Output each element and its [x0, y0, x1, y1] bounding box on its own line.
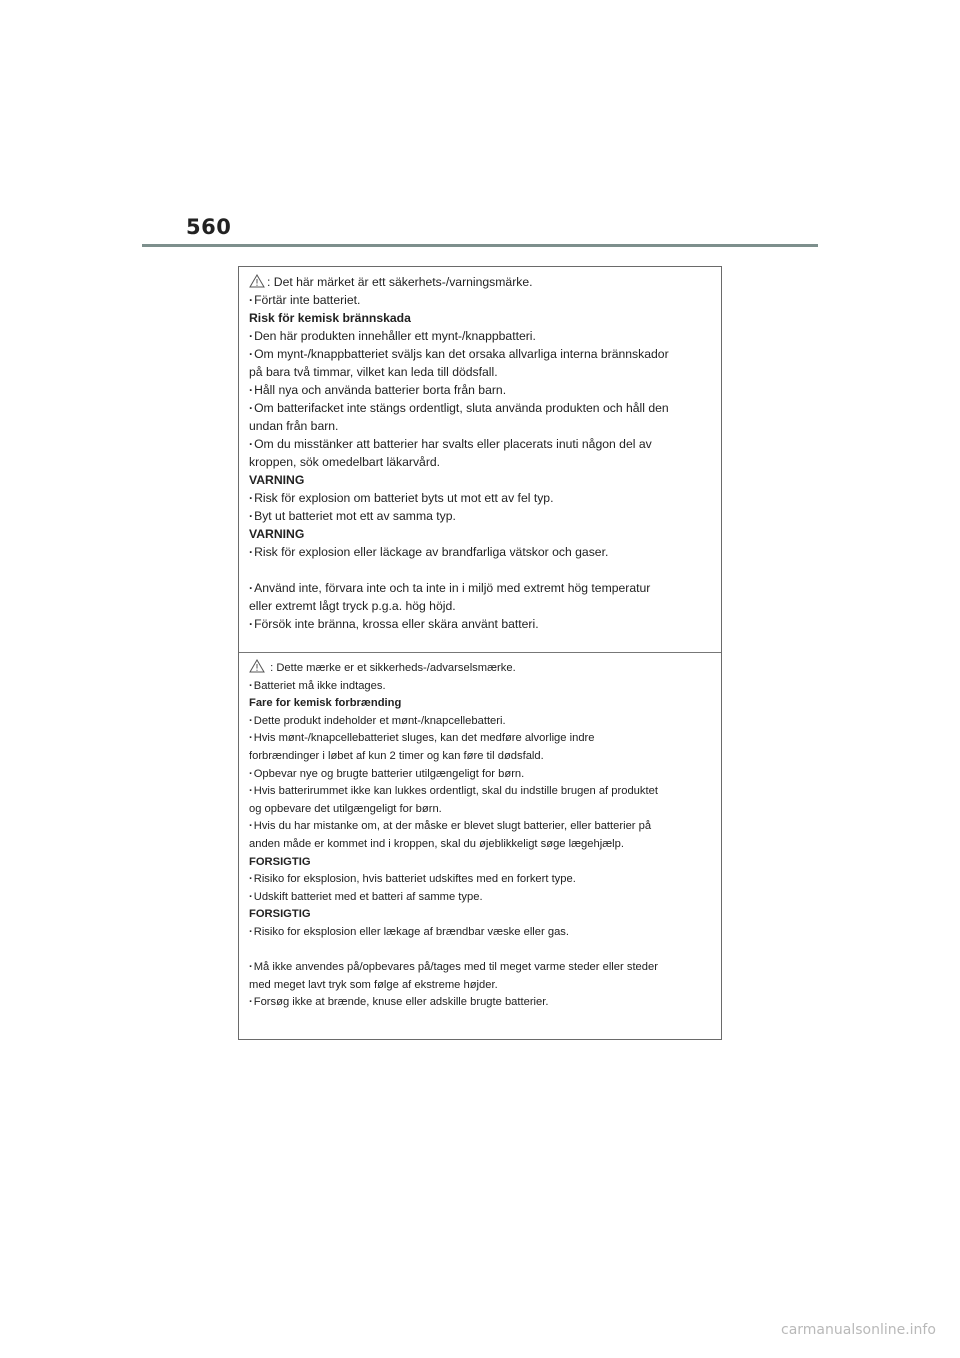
line-text: med meget lavt tryk som følge af ekstreme højder. — [249, 978, 498, 991]
line-text: på bara två timmar, vilket kan leda till dödsfall. — [249, 365, 498, 379]
line-text: Fare for kemisk forbrænding — [249, 697, 402, 710]
text-line — [249, 381, 711, 399]
line-text: · Håll nya och använda batterier borta från barn. — [249, 383, 506, 397]
text-line — [249, 994, 711, 1012]
line-text: anden måde er kommet ind i kroppen, skal du øjeblikkeligt søge lægehjælp. — [249, 837, 624, 850]
text-line — [249, 889, 711, 907]
text-line — [249, 977, 711, 995]
header-rule — [142, 244, 818, 247]
text-line — [249, 924, 711, 942]
text-line — [249, 579, 711, 597]
text-line — [249, 327, 711, 345]
line-text: : Det här märket är ett säkerhets-/varningsmärke. — [267, 275, 533, 289]
warning-heading — [249, 471, 711, 489]
line-text: FORSIGTIG — [249, 855, 311, 868]
watermark: carmanualsonline.info — [781, 1322, 936, 1338]
text-line — [249, 543, 711, 561]
text-line — [249, 363, 711, 381]
line-text: · Förtär inte batteriet. — [249, 293, 360, 307]
line-text: · Risiko for eksplosion eller lækage af brændbar væske eller gas. — [249, 926, 569, 938]
text-line — [249, 818, 711, 836]
text-line — [249, 453, 711, 471]
text-line — [249, 597, 711, 615]
line-text: · Den här produkten innehåller ett mynt-/knappbatteri. — [249, 329, 536, 343]
line-text: · Om mynt-/knappbatteriet sväljs kan det orsaka allvarliga interna brännskador — [249, 347, 669, 361]
text-line — [249, 713, 711, 731]
swedish-warning-section — [249, 273, 711, 633]
line-text: eller extremt lågt tryck p.g.a. hög höjd. — [249, 599, 456, 613]
warning-heading — [249, 854, 711, 872]
line-text: · Hvis batterirummet ikke kan lukkes ordentligt, skal du indstille brugen af produktet — [249, 785, 658, 797]
warning-heading — [249, 309, 711, 327]
page-number: 560 — [186, 215, 232, 239]
line-text: · Forsøg ikke at brænde, knuse eller adskille brugte batterier. — [249, 996, 548, 1008]
text-line — [249, 871, 711, 889]
line-text: · Udskift batteriet med et batteri af samme type. — [249, 891, 483, 903]
line-text: forbrændinger i løbet af kun 2 timer og kan føre til dødsfald. — [249, 749, 544, 762]
text-line — [249, 507, 711, 525]
line-text: · Använd inte, förvara inte och ta inte in i miljö med extremt hög temperatur — [249, 581, 650, 595]
line-text: · Dette produkt indeholder et mønt-/knapcellebatteri. — [249, 715, 506, 727]
line-text: · Försök inte bränna, krossa eller skära använt batteri. — [249, 617, 539, 631]
line-text: undan från barn. — [249, 419, 339, 433]
line-text: · Batteriet må ikke indtages. — [249, 680, 386, 692]
line-text: · Risiko for eksplosion, hvis batteriet udskiftes med en forkert type. — [249, 873, 576, 885]
text-line — [249, 417, 711, 435]
text-line — [249, 273, 711, 291]
section-divider — [239, 652, 721, 653]
text-line — [249, 730, 711, 748]
line-text: Risk för kemisk brännskada — [249, 311, 411, 325]
line-text: · Risk för explosion eller läckage av brandfarliga vätskor och gaser. — [249, 545, 608, 559]
line-text: · Om du misstänker att batterier har svalts eller placerats inuti någon del av — [249, 437, 652, 451]
line-text: VARNING — [249, 527, 305, 541]
line-text: · Risk för explosion om batteriet byts ut mot ett av fel typ. — [249, 491, 553, 505]
text-line — [249, 801, 711, 819]
text-line — [249, 766, 711, 784]
line-text: · Om batterifacket inte stängs ordentligt, sluta använda produkten och håll den — [249, 401, 669, 415]
warning-triangle-icon — [249, 659, 265, 673]
text-line — [249, 291, 711, 309]
text-line — [249, 783, 711, 801]
line-text: · Må ikke anvendes på/opbevares på/tages med til meget varme steder eller steder — [249, 961, 658, 973]
paragraph-gap — [249, 561, 711, 579]
danish-warning-section — [249, 659, 711, 1012]
line-text: og opbevare det utilgængeligt for børn. — [249, 802, 442, 815]
line-text: · Byt ut batteriet mot ett av samma typ. — [249, 509, 456, 523]
warning-heading — [249, 906, 711, 924]
warning-triangle-icon — [249, 274, 265, 288]
battery-warning-box — [238, 266, 722, 1040]
text-line — [249, 489, 711, 507]
text-line — [249, 399, 711, 417]
text-line — [249, 615, 711, 633]
text-line — [249, 345, 711, 363]
line-text: · Opbevar nye og brugte batterier utilgængeligt for børn. — [249, 768, 524, 780]
text-line — [249, 959, 711, 977]
line-text: · Hvis du har mistanke om, at der måske er blevet slugt batterier, eller batterier på — [249, 820, 651, 832]
line-text: : Dette mærke er et sikkerheds-/advarselsmærke. — [267, 662, 516, 674]
text-line — [249, 678, 711, 696]
warning-heading — [249, 695, 711, 713]
line-text: · Hvis mønt-/knapcellebatteriet sluges, kan det medføre alvorlige indre — [249, 732, 594, 744]
line-text: VARNING — [249, 473, 305, 487]
line-text: FORSIGTIG — [249, 908, 311, 921]
text-line — [249, 435, 711, 453]
text-line — [249, 659, 711, 678]
text-line — [249, 748, 711, 766]
text-line — [249, 836, 711, 854]
warning-heading — [249, 525, 711, 543]
paragraph-gap — [249, 942, 711, 960]
line-text: kroppen, sök omedelbart läkarvård. — [249, 455, 441, 469]
